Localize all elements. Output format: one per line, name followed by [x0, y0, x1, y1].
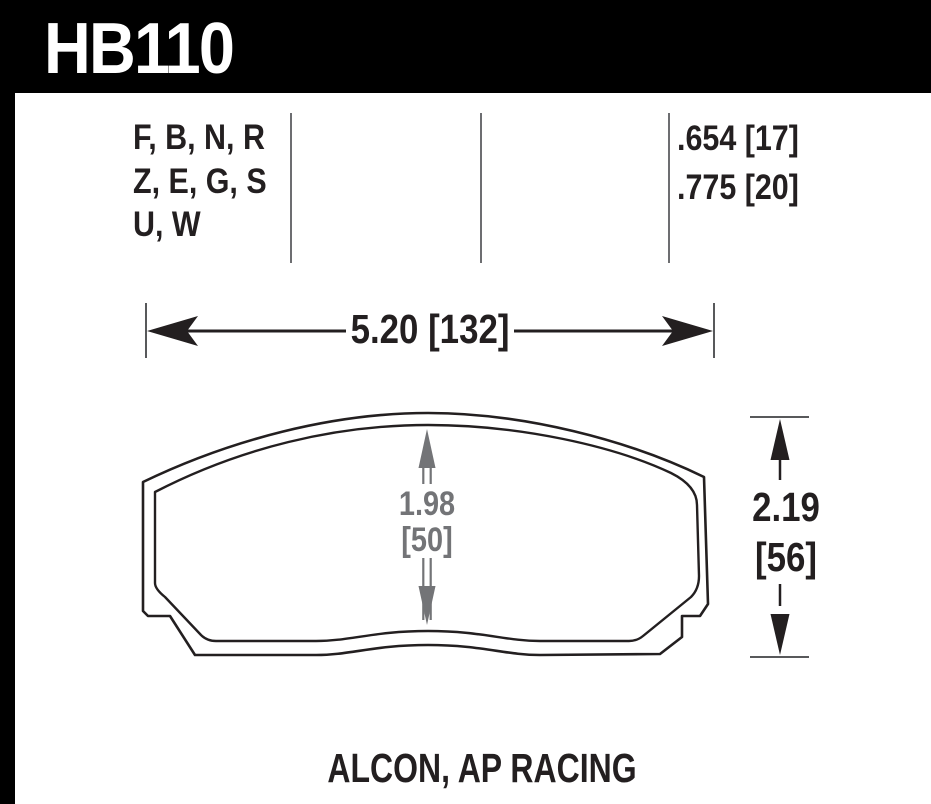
friction-height-bracket: [50] — [401, 521, 453, 559]
thickness-value-2: .775 [20] — [677, 168, 799, 207]
height-dim-bracket: [56] — [755, 534, 817, 580]
compound-line-2: Z, E, G, S — [133, 162, 267, 201]
compound-line-3: U, W — [133, 205, 201, 244]
friction-height-value: 1.98 — [398, 485, 456, 523]
height-dim-value: 2.19 — [752, 484, 820, 530]
width-dim-label: 5.20 [132] — [350, 306, 510, 352]
height-dim-arrow-up-icon — [771, 419, 790, 460]
compound-line-1: F, B, N, R — [133, 118, 265, 157]
part-number: HB110 — [44, 9, 234, 89]
thickness-value-1: .654 [17] — [677, 119, 799, 158]
application-label: ALCON, AP RACING — [327, 745, 637, 791]
height-dim-arrow-down-icon — [771, 614, 790, 655]
